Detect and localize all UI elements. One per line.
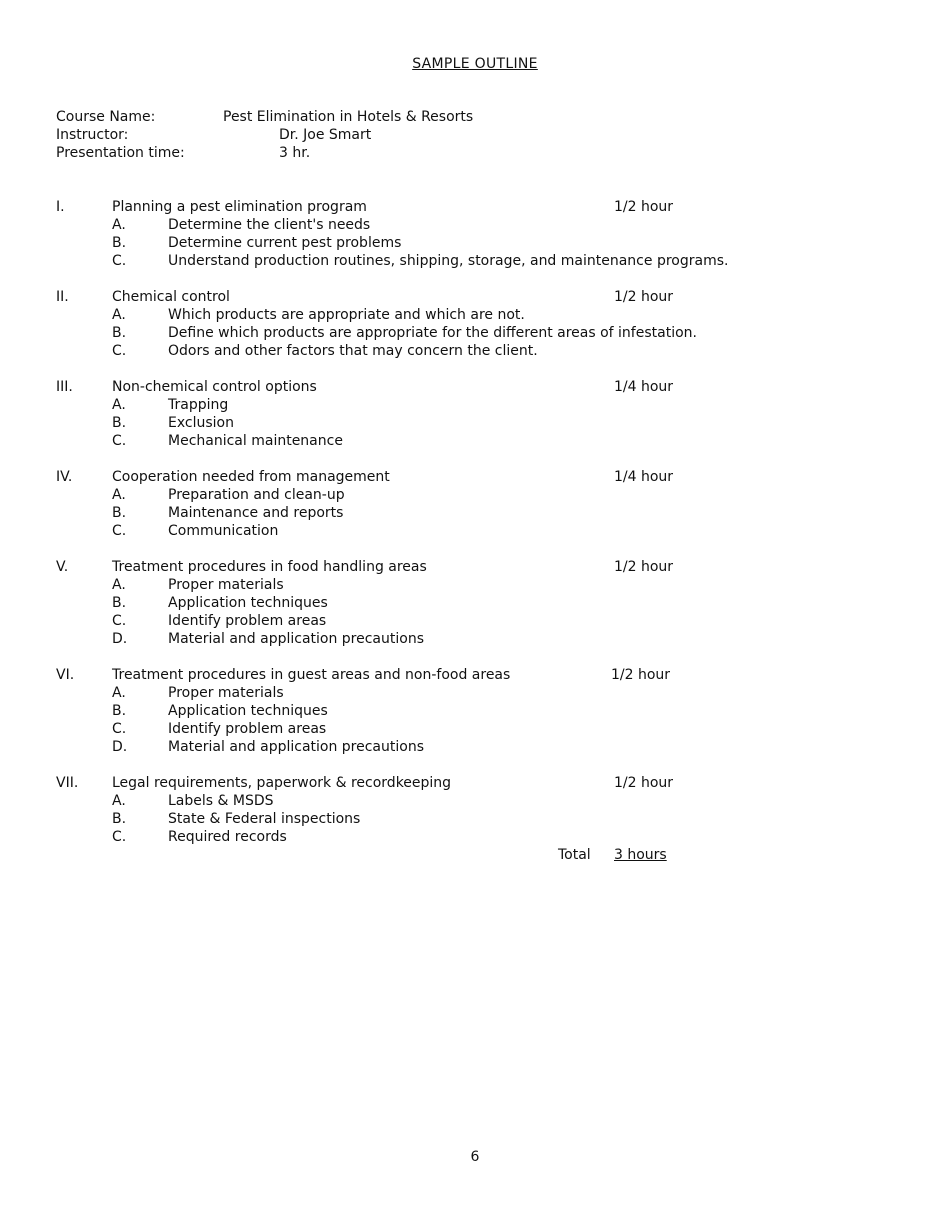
sub-item-text: Understand production routines, shipping, storage, and maintenance programs. (168, 253, 729, 269)
sub-item-text: Communication (168, 523, 279, 539)
section-heading (56, 198, 916, 216)
sub-item (56, 720, 916, 738)
sub-item-letter: D. (112, 631, 128, 647)
presentation-time-label: Presentation time: (56, 145, 185, 161)
sub-item-letter: B. (112, 595, 127, 611)
sub-item-letter: A. (112, 793, 126, 809)
outline-section (56, 378, 916, 450)
sub-item-text: Which products are appropriate and which are not. (168, 307, 525, 323)
sub-item-text: Odors and other factors that may concern the client. (168, 343, 538, 359)
sub-item-letter: B. (112, 811, 127, 827)
sub-item-letter: B. (112, 415, 127, 431)
section-title: Non-chemical control options (112, 379, 317, 395)
total-value: 3 hours (614, 847, 667, 863)
sub-item-letter: A. (112, 487, 126, 503)
outline-section (56, 558, 916, 648)
sub-item-letter: C. (112, 433, 127, 449)
sub-item (56, 630, 916, 648)
sub-item (56, 684, 916, 702)
sub-item (56, 612, 916, 630)
section-title: Chemical control (112, 289, 230, 305)
sub-item-text: Labels & MSDS (168, 793, 274, 809)
sub-item (56, 810, 916, 828)
sub-item-letter: C. (112, 613, 127, 629)
instructor-row (56, 126, 656, 144)
course-info (56, 108, 656, 162)
sub-item-text: Define which products are appropriate for the different areas of infestation. (168, 325, 697, 341)
sub-item (56, 522, 916, 540)
sub-item-text: State & Federal inspections (168, 811, 361, 827)
sub-item (56, 486, 916, 504)
sub-item-letter: C. (112, 721, 127, 737)
sub-item (56, 306, 916, 324)
sub-item-letter: A. (112, 577, 126, 593)
outline-section (56, 198, 916, 270)
section-heading (56, 774, 916, 792)
section-time: 1/4 hour (614, 469, 674, 485)
sub-item-text: Material and application precautions (168, 631, 424, 647)
section-time: 1/2 hour (611, 667, 671, 683)
section-heading (56, 378, 916, 396)
sub-item (56, 234, 916, 252)
sub-item-letter: B. (112, 505, 127, 521)
section-numeral: VII. (56, 775, 79, 791)
section-numeral: II. (56, 289, 69, 305)
presentation-time-value: 3 hr. (279, 145, 311, 161)
instructor-label: Instructor: (56, 127, 129, 143)
sub-item-letter: C. (112, 523, 127, 539)
section-heading (56, 666, 916, 684)
outline (56, 198, 916, 864)
outline-section (56, 468, 916, 540)
section-heading (56, 468, 916, 486)
sub-item-text: Application techniques (168, 703, 328, 719)
sub-item (56, 738, 916, 756)
section-title: Treatment procedures in guest areas and non-food areas (112, 667, 511, 683)
sub-item-letter: A. (112, 307, 126, 323)
sub-item-letter: A. (112, 397, 126, 413)
section-time: 1/2 hour (614, 775, 674, 791)
section-time: 1/4 hour (614, 379, 674, 395)
section-time: 1/2 hour (614, 289, 674, 305)
sub-item-letter: C. (112, 253, 127, 269)
sub-item-text: Preparation and clean-up (168, 487, 345, 503)
sub-item-letter: C. (112, 343, 127, 359)
section-title: Treatment procedures in food handling areas (112, 559, 427, 575)
sub-item (56, 342, 916, 360)
section-title: Planning a pest elimination program (112, 199, 367, 215)
sub-item (56, 414, 916, 432)
sub-item-letter: B. (112, 325, 127, 341)
section-numeral: III. (56, 379, 73, 395)
section-numeral: VI. (56, 667, 75, 683)
course-name-label: Course Name: (56, 109, 156, 125)
section-numeral: V. (56, 559, 69, 575)
sub-item-text: Identify problem areas (168, 613, 327, 629)
outline-section (56, 288, 916, 360)
sub-item (56, 216, 916, 234)
page-number: 6 (470, 1149, 480, 1165)
sub-item-text: Determine current pest problems (168, 235, 402, 251)
sub-item-letter: A. (112, 685, 126, 701)
course-name-row (56, 108, 656, 126)
sub-item-text: Material and application precautions (168, 739, 424, 755)
total-row (56, 846, 916, 864)
sub-item-letter: A. (112, 217, 126, 233)
sub-item (56, 324, 916, 342)
outline-section (56, 666, 916, 756)
sub-item-text: Identify problem areas (168, 721, 327, 737)
sub-item-text: Exclusion (168, 415, 234, 431)
sub-item (56, 576, 916, 594)
sub-item (56, 702, 916, 720)
sub-item (56, 792, 916, 810)
section-numeral: IV. (56, 469, 73, 485)
sub-item-letter: D. (112, 739, 128, 755)
sub-item (56, 432, 916, 450)
sub-item-text: Required records (168, 829, 287, 845)
sub-item-letter: C. (112, 829, 127, 845)
sub-item-letter: B. (112, 235, 127, 251)
instructor-value: Dr. Joe Smart (279, 127, 372, 143)
section-heading (56, 288, 916, 306)
section-title: Cooperation needed from management (112, 469, 390, 485)
sub-item (56, 396, 916, 414)
sub-item (56, 252, 916, 270)
presentation-time-row (56, 144, 656, 162)
outline-section (56, 774, 916, 846)
section-title: Legal requirements, paperwork & recordkeeping (112, 775, 452, 791)
sub-item-text: Trapping (168, 397, 229, 413)
sub-item-text: Application techniques (168, 595, 328, 611)
sub-item-text: Mechanical maintenance (168, 433, 343, 449)
sub-item (56, 828, 916, 846)
sub-item-text: Proper materials (168, 685, 284, 701)
sub-item-text: Determine the client's needs (168, 217, 371, 233)
sub-item (56, 594, 916, 612)
sub-item-text: Proper materials (168, 577, 284, 593)
sub-item-text: Maintenance and reports (168, 505, 344, 521)
total-label: Total (558, 847, 591, 863)
section-time: 1/2 hour (614, 559, 674, 575)
section-heading (56, 558, 916, 576)
sub-item (56, 504, 916, 522)
sub-item-letter: B. (112, 703, 127, 719)
section-numeral: I. (56, 199, 65, 215)
page-title: SAMPLE OUTLINE (412, 56, 538, 72)
course-name-value: Pest Elimination in Hotels & Resorts (223, 109, 474, 125)
section-time: 1/2 hour (614, 199, 674, 215)
